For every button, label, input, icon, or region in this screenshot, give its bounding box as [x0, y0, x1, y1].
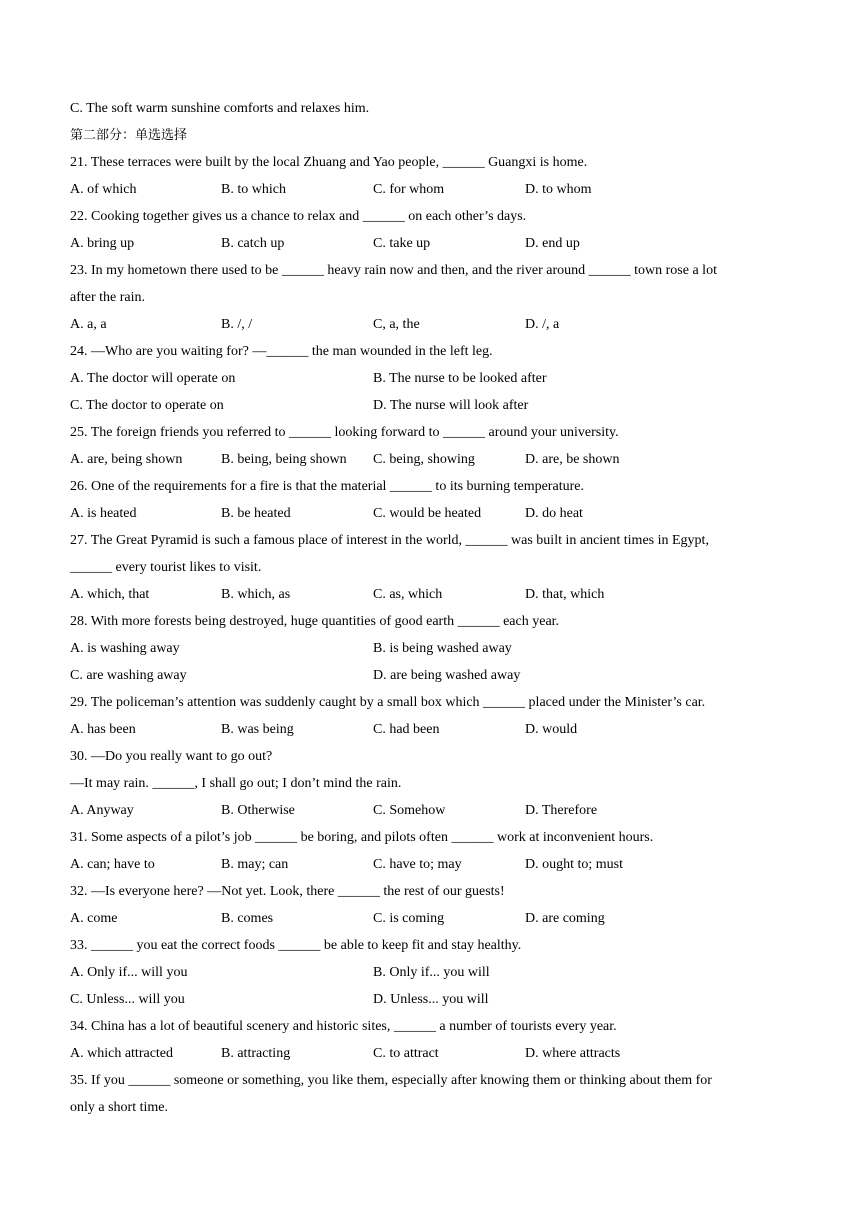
questions-container: [70, 149, 790, 1121]
question-list: [70, 95, 790, 1121]
answer-option: C. being, showing: [373, 452, 475, 467]
answer-option: B. /, /: [221, 317, 253, 332]
answer-option: B. to which: [221, 182, 286, 197]
answer-option: C. Somehow: [373, 803, 446, 818]
answer-option: C. for whom: [373, 182, 445, 197]
question-block: [70, 419, 790, 473]
answer-option: D. The nurse will look after: [373, 398, 529, 413]
answer-option: A. are, being shown: [70, 452, 183, 467]
answer-option: D. are coming: [525, 911, 605, 926]
answer-option: B. catch up: [221, 236, 285, 251]
answer-option: C. have to; may: [373, 857, 462, 872]
answer-option: C. Unless... will you: [70, 992, 185, 1007]
question-block: [70, 743, 790, 824]
question-stem: 28. With more forests being destroyed, huge quantities of good earth ______ each year.: [70, 614, 560, 629]
question-block: [70, 473, 790, 527]
question-block: [70, 257, 790, 338]
answer-option: A. is heated: [70, 506, 137, 521]
question-block: [70, 878, 790, 932]
answer-option: A. come: [70, 911, 118, 926]
answer-option: C. to attract: [373, 1046, 439, 1061]
answer-option: B. Otherwise: [221, 803, 295, 818]
question-stem: 29. The policeman’s attention was suddenly caught by a small box which ______ placed under the Minister’s car.: [70, 695, 706, 710]
answer-option: C. is coming: [373, 911, 445, 926]
answer-option: A. Anyway: [70, 803, 134, 818]
answer-option: A. which attracted: [70, 1046, 174, 1061]
answer-option: A. which, that: [70, 587, 150, 602]
section-title: 第二部分：单选选择: [70, 128, 188, 143]
answer-option: A. a, a: [70, 317, 107, 332]
options-row: [70, 635, 790, 662]
options-row: [70, 311, 790, 338]
question-stem: 23. In my hometown there used to be ______ heavy rain now and then, and the river around ______ town rose a lot: [70, 263, 717, 278]
answer-option: D. would: [525, 722, 578, 737]
answer-option: D. are, be shown: [525, 452, 620, 467]
question-block: [70, 824, 790, 878]
question-stem: 24. —Who are you waiting for? —______ the man wounded in the left leg.: [70, 344, 493, 359]
options-row: [70, 662, 790, 689]
answer-option: B. may; can: [221, 857, 289, 872]
question-stem: ______ every tourist likes to visit.: [70, 560, 262, 575]
options-row: [70, 716, 790, 743]
answer-option: D. are being washed away: [373, 668, 521, 683]
options-row: [70, 905, 790, 932]
answer-option: A. of which: [70, 182, 137, 197]
question-stem: 22. Cooking together gives us a chance to relax and ______ on each other’s days.: [70, 209, 527, 224]
answer-option: B. be heated: [221, 506, 291, 521]
options-row: [70, 500, 790, 527]
options-row: [70, 446, 790, 473]
question-stem: 34. China has a lot of beautiful scenery and historic sites, ______ a number of tourists every year.: [70, 1019, 617, 1034]
answer-option: A. can; have to: [70, 857, 155, 872]
options-row: [70, 1040, 790, 1067]
answer-option: B. which, as: [221, 587, 291, 602]
options-row: [70, 581, 790, 608]
answer-option: D. end up: [525, 236, 580, 251]
answer-option: A. Only if... will you: [70, 965, 188, 980]
answer-option: A. The doctor will operate on: [70, 371, 236, 386]
question-block: [70, 608, 790, 689]
options-row: [70, 365, 790, 392]
answer-option: B. attracting: [221, 1046, 291, 1061]
answer-option: C. had been: [373, 722, 440, 737]
options-row: [70, 230, 790, 257]
options-row: [70, 986, 790, 1013]
answer-option: D. ought to; must: [525, 857, 624, 872]
question-stem: 35. If you ______ someone or something, you like them, especially after knowing them or thinking about them for: [70, 1073, 712, 1088]
answer-option: A. is washing away: [70, 641, 180, 656]
answer-option: B. is being washed away: [373, 641, 512, 656]
question-block: [70, 1013, 790, 1067]
options-row: [70, 392, 790, 419]
question-stem: 25. The foreign friends you referred to ______ looking forward to ______ around your university.: [70, 425, 619, 440]
answer-option: C. as, which: [373, 587, 443, 602]
question-block: [70, 203, 790, 257]
question-stem: 32. —Is everyone here? —Not yet. Look, there ______ the rest of our guests!: [70, 884, 505, 899]
answer-option: C. take up: [373, 236, 431, 251]
answer-option: C. are washing away: [70, 668, 187, 683]
answer-option: B. The nurse to be looked after: [373, 371, 547, 386]
question-block: [70, 527, 790, 608]
answer-option: B. was being: [221, 722, 294, 737]
question-stem: 30. —Do you really want to go out?: [70, 749, 273, 764]
question-stem: after the rain.: [70, 290, 146, 305]
answer-option: D. Therefore: [525, 803, 598, 818]
question-block: [70, 1067, 790, 1121]
answer-option: D. Unless... you will: [373, 992, 489, 1007]
options-row: [70, 176, 790, 203]
previous-option-line: C. The soft warm sunshine comforts and relaxes him.: [70, 101, 370, 116]
question-block: [70, 932, 790, 1013]
answer-option: D. to whom: [525, 182, 592, 197]
question-stem: —It may rain. ______, I shall go out; I don’t mind the rain.: [70, 776, 402, 791]
answer-option: A. has been: [70, 722, 136, 737]
answer-option: D. /, a: [525, 317, 560, 332]
answer-option: C. would be heated: [373, 506, 482, 521]
answer-option: D. that, which: [525, 587, 605, 602]
question-block: [70, 149, 790, 203]
answer-option: A. bring up: [70, 236, 135, 251]
question-stem: 33. ______ you eat the correct foods ______ be able to keep fit and stay healthy.: [70, 938, 522, 953]
answer-option: C, a, the: [373, 317, 420, 332]
question-stem: 27. The Great Pyramid is such a famous place of interest in the world, ______ was built in ancient times in Egypt,: [70, 533, 709, 548]
answer-option: C. The doctor to operate on: [70, 398, 224, 413]
options-row: [70, 797, 790, 824]
options-row: [70, 851, 790, 878]
answer-option: D. where attracts: [525, 1046, 621, 1061]
question-block: [70, 338, 790, 419]
question-stem: 26. One of the requirements for a fire is that the material ______ to its burning temperature.: [70, 479, 584, 494]
answer-option: D. do heat: [525, 506, 583, 521]
answer-option: B. Only if... you will: [373, 965, 490, 980]
question-block: [70, 689, 790, 743]
answer-option: B. being, being shown: [221, 452, 347, 467]
question-stem: 21. These terraces were built by the local Zhuang and Yao people, ______ Guangxi is home.: [70, 155, 588, 170]
options-row: [70, 959, 790, 986]
answer-option: B. comes: [221, 911, 274, 926]
question-stem: only a short time.: [70, 1100, 168, 1115]
question-stem: 31. Some aspects of a pilot’s job ______ be boring, and pilots often ______ work at inconvenient hours.: [70, 830, 654, 845]
